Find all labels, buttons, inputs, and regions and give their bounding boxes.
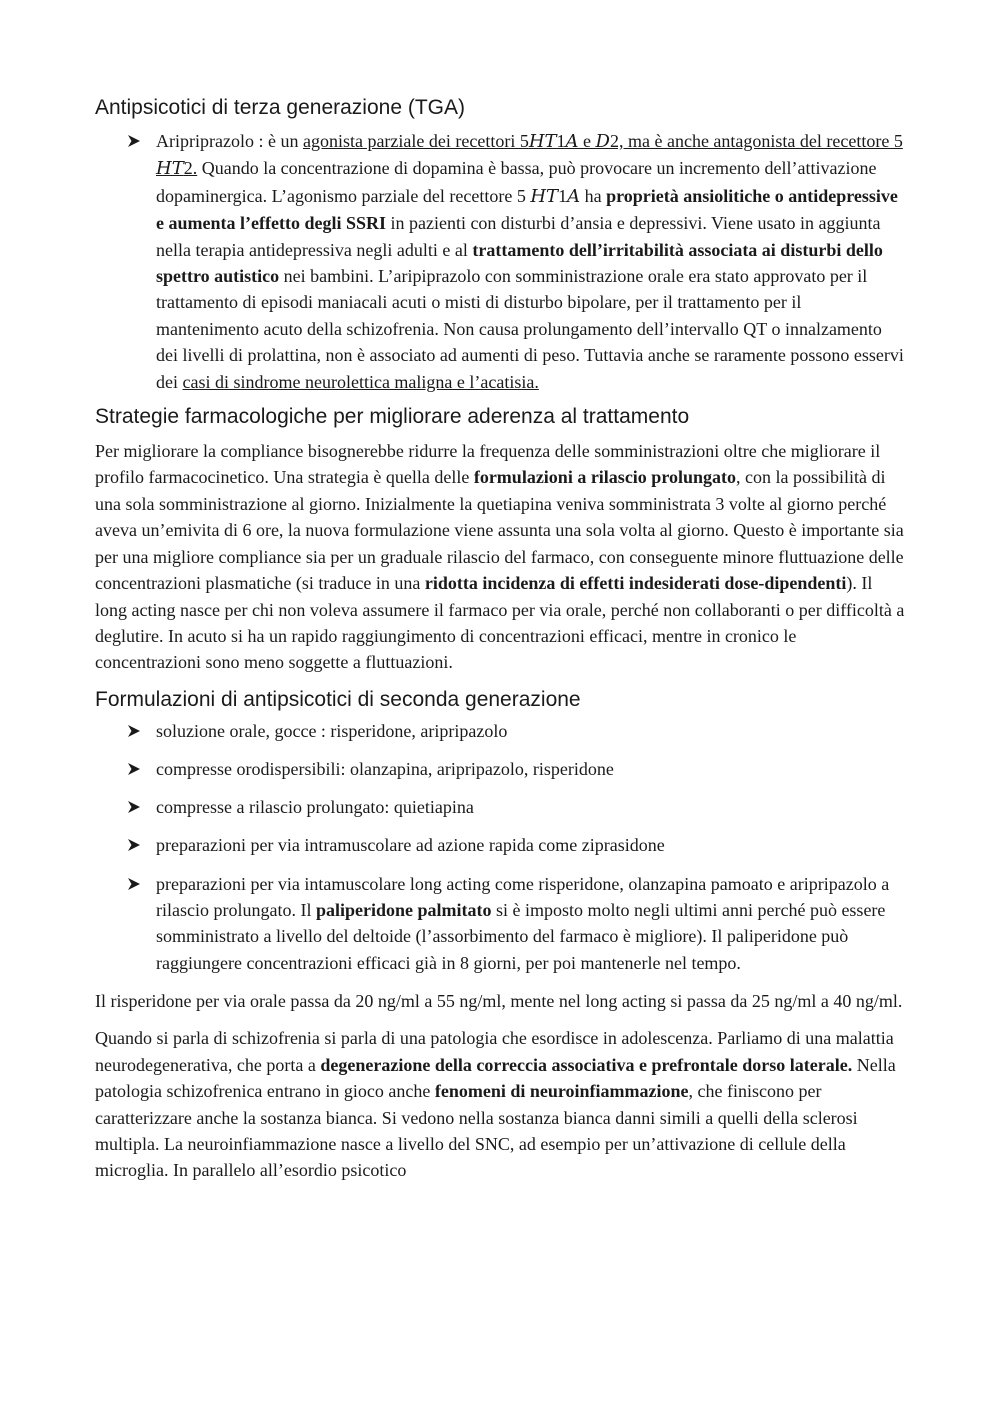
heading-tga: Antipsicotici di terza generazione (TGA)	[95, 96, 465, 119]
arrowhead-bullet-icon	[127, 832, 141, 858]
bold-text: degenerazione della correccia associativa e prefrontale dorso laterale.	[320, 1054, 853, 1075]
heading-formulazioni: Formulazioni di antipsicotici di seconda generazione	[95, 687, 581, 711]
arrowhead-bullet-icon	[127, 871, 141, 897]
list-item: soluzione orale, gocce : risperidone, aripripazolo	[95, 718, 905, 744]
underlined-text: agonista parziale dei recettori 5HT1A e D2, ma è anche antagonista del recettore 5 HT2.	[156, 131, 903, 180]
bold-text: paliperidone palmitato	[315, 899, 492, 920]
bold-text: proprietà ansiolitiche o antidepressive e aumenta l’effetto degli SSRI	[156, 185, 898, 234]
arrowhead-bullet-icon	[127, 756, 141, 782]
paragraph-schizofrenia: Quando si parla di schizofrenia si parla di una patologia che esordisce in adolescenza. Parliamo di una malattia neurodegenerativa, che porta a degenerazione della correccia associativa e prefrontale dorso laterale. Nella patologia schizofrenica entrano in gioco anche fenomeni di neuroinfiammazione, che finiscono per caratterizzare anche la sostanza bianca. Si vedono nella sostanza bianca danni simili a quelli della sclerosi multipla. La neuroinfiammazione nasce a livello del SNC, ad esempio per un’attivazione di cellule della microglia. In parallelo all’esordio psicotico	[95, 1028, 896, 1181]
bold-text: formulazioni a rilascio prolungato	[473, 467, 736, 488]
bold-text: fenomeni di neuroinfiammazione	[434, 1081, 689, 1102]
list-item: compresse orodispersibili: olanzapina, aripripazolo, risperidone	[95, 756, 905, 782]
text: Aripriprazolo : è un	[156, 131, 303, 151]
arrowhead-bullet-icon	[127, 794, 141, 820]
arrowhead-bullet-icon	[127, 718, 141, 744]
underlined-text: casi di sindrome neurolettica maligna e l’acatisia.	[182, 371, 539, 392]
list-item: preparazioni per via intramuscolare ad azione rapida come ziprasidone	[95, 832, 905, 858]
heading-strategie: Strategie farmacologiche per migliorare aderenza al trattamento	[95, 405, 690, 429]
paragraph-risperidone: Il risperidone per via orale passa da 20 ng/ml a 55 ng/ml, mente nel long acting si passa da 25 ng/ml a 40 ng/ml.	[95, 990, 903, 1011]
list-item: compresse a rilascio prolungato: quietiapina	[95, 794, 905, 820]
arrowhead-bullet-icon	[127, 128, 141, 154]
bold-text: ridotta incidenza di effetti indesiderati dose-dipendenti	[424, 573, 847, 594]
bold-text: trattamento dell’irritabilità associata ai disturbi dello spettro autistico	[156, 239, 883, 287]
paragraph-strategie: Per migliorare la compliance bisognerebbe ridurre la frequenza delle somministrazioni oltre che migliorare il profilo farmacocinetico. Una strategia è quella delle formulazioni a rilascio prolungato, con la possibilità di una sola somministrazione al giorno. Inizialmente la quetiapina veniva somministrata 3 volte al giorno perché aveva un’emivita di 6 ore, la nuova formulazione viene assunta una sola volta al giorno. Questo è importante sia per una migliore compliance sia per un graduale rilascio del farmaco, con conseguente minore fluttuazione delle concentrazioni plasmatiche (si traduce in una ridotta incidenza di effetti indesiderati dose-dipendenti). Il long acting nasce per chi non voleva assumere il farmaco per via orale, perché non collaboranti o per difficoltà a deglutire. In acuto si ha un rapido raggiungimento di concentrazioni efficaci, mentre in cronico le concentrazioni sono meno soggette a fluttuazioni.	[95, 441, 905, 673]
list-item-aripiprazolo: Aripriprazolo : è un agonista parziale dei recettori 5HT1A e D2, ma è anche antagonista del recettore 5 HT2. Quando la concentrazione di dopamina è bassa, può provocare un incremento dell’attivazione dopaminergica. L’agonismo parziale del recettore 5 HT1A ha proprietà ansiolitiche o antidepressive e aumenta l’effetto degli SSRI in pazienti con disturbi d’ansia e depressivi. Viene usato in aggiunta nella terapia antidepressiva negli adulti e al trattamento dell’irritabilità associata ai disturbi dello spettro autistico nei bambini. L’aripiprazolo con somministrazione orale era stato approvato per il trattamento di episodi maniacali acuti o misti di disturbo bipolare, per il trattamento per il mantenimento acuto della schizofrenia. Non causa prolungamento dell’intervallo QT o innalzamento dei livelli di prolattina, non è associato ad aumenti di peso. Tuttavia anche se raramente possono esservi dei casi di sindrome neurolettica maligna e l’acatisia.	[95, 128, 905, 395]
page-content	[95, 94, 905, 1184]
list-item: preparazioni per via intamuscolare long acting come risperidone, olanzapina pamoato e aripripazolo a rilascio prolungato. Il paliperidone palmitato si è imposto molto negli ultimi anni perché può essere somministrato a livello del deltoide (l’assorbimento del farmaco è migliore). Il paliperidone può raggiungere concentrazioni efficaci già in 8 giorni, per poi mantenerle nel tempo.	[95, 871, 905, 977]
formulazioni-list	[95, 718, 905, 976]
tga-list	[95, 128, 905, 395]
